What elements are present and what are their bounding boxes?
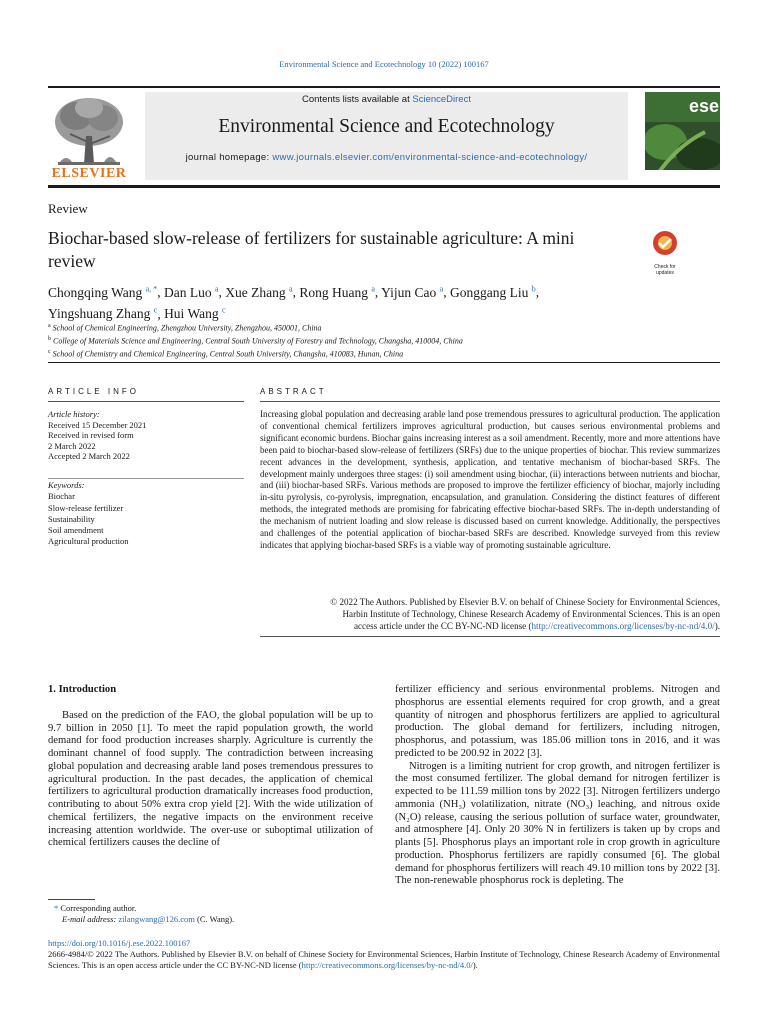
author-8[interactable]: Hui Wang $^c$: [164, 305, 226, 321]
intro-paragraph-2: fertilizer efficiency and serious environmental problems. Nitrogen and phosphorus are essential elements required for crop growth, and a great quantity of nitrogen and phosphorus fertilizers are applied to agricultural production. The global demand for fertilizers, including nitrogen, phosphorus, and potassium, was 185.06 million tons in 2016, and it was predicted to be 200.92 in 2022 [3].: [395, 684, 720, 759]
affiliation-a: $^a$ School of Chemical Engineering, Zhengzhou University, Zhengzhou, 450001, China: [48, 323, 322, 333]
body-column-left: [48, 684, 373, 850]
author-6[interactable]: Gonggang Liu $^b$: [449, 284, 536, 300]
journal-title: Environmental Science and Ecotechnology: [218, 116, 555, 137]
author-3[interactable]: Xue Zhang $^a$: [225, 284, 293, 300]
contents-line: [145, 94, 628, 105]
abstract-copyright: [260, 597, 720, 633]
publisher-name: ELSEVIER: [51, 166, 127, 181]
cover-ese-text: ese: [689, 96, 720, 116]
intro-paragraph-1: Based on the prediction of the FAO, the global population will be up to 9.7 billion in 2050 [1]. To meet the rapid population growth, the world demand for food production increases sharply. Agriculture is currently the dominant channel of food supply. The contradiction between increasing global population and decreasing arable land poses tremendous pressures to agricultural production. In the past decades, the application of chemical fertilizers to agricultural production dramatically increases food production, contributing to about 50% extra crop yield [2]. With the wide utilization of chemical fertilizers, the negative impacts on the environment receive increasing attention worldwide. The over-use or suboptimal utilization of chemical fertilizers causes the decline of: [48, 709, 373, 849]
footnote-rule: [48, 899, 95, 900]
keywords-label: Keywords:: [48, 480, 85, 490]
intro-paragraph-3: Nitrogen is a limiting nutrient for crop growth, and nitrogen fertilizer is the most consumed fertilizer. The global demand for nitrogen fertilizer is expected to be 111.59 million tons by 2022 [3]. Nitrogen fertilizers undergo ammonia (NH₃) volatilization, nitrate (NO₃) leaching, and nitrous oxide (N₂O) release, causing the serious pollution of surface water, groundwater, and atmosphere [4]. Only 20 30% N in fertilizers is taken up by crops and plants [5]. Phosphorus plays an important role in crop growth in agriculture production. Phosphorus fertilizers are rapidly consumed [6]. The global demand for phosphorus fertilizers will reach 49.10 million tons by 2022 [3]. The non-renewable phosphorus rock is depleting. The: [395, 760, 720, 887]
author-4[interactable]: Rong Huang $^a$: [299, 284, 375, 300]
article-type: Review: [48, 201, 88, 216]
copyright-line: access article under the CC BY-NC-ND license (http://creativecommons.org/licenses/by-nc-nd/4.0/).: [353, 620, 720, 631]
author-7[interactable]: Yingshuang Zhang $^c$: [48, 305, 158, 321]
history-item: Received in revised form: [48, 430, 134, 441]
top-rule: [48, 86, 720, 88]
bottom-license-text: 2666-4984/© 2022 The Authors. Published by Elsevier B.V. on behalf of Chinese Society for Environmental Sciences, Harbin Institute of Technology, Chinese Research Academy of Environmental Sciences. This is an open access article under the CC BY-NC-ND license (http://creativecommons.org/licenses/by-nc-nd/4.0/).: [48, 949, 720, 970]
journal-reference[interactable]: Environmental Science and Ecotechnology 10 (2022) 100167: [279, 59, 489, 69]
corresponding-author-footnote: [54, 903, 354, 924]
homepage-prefix: journal homepage:: [185, 152, 273, 163]
article-info-rule: [48, 401, 244, 402]
email-label: E-mail address:: [62, 913, 119, 924]
article-info-heading: ARTICLE INFO: [48, 387, 139, 396]
keyword: Sustainability: [48, 513, 95, 524]
journal-homepage: [150, 152, 623, 164]
keyword: Agricultural production: [48, 536, 129, 547]
keyword: Soil amendment: [48, 525, 104, 536]
article-history: [48, 409, 244, 462]
keywords: [48, 480, 244, 548]
author-list: Chongqing Wang $^{a, *}$, Dan Luo $^a$, Xue Zhang $^a$, Rong Huang $^a$, Yijun Cao $^a$, Gonggang Liu $^b$, Yingshuang Zhang $^c$, Hui Wang $^c$: [48, 284, 540, 321]
history-item: 2 March 2022: [48, 440, 96, 451]
journal-cover-image[interactable]: [645, 92, 720, 178]
check-updates-label: Check for updates: [654, 264, 676, 276]
doi-link[interactable]: https://doi.org/10.1016/j.ese.2022.100167: [48, 938, 191, 948]
author-5[interactable]: Yijun Cao $^a$: [381, 284, 444, 300]
contents-prefix: Contents lists available at: [302, 94, 413, 105]
abstract-heading: ABSTRACT: [260, 387, 327, 396]
homepage-link[interactable]: www.journals.elsevier.com/environmental-science-and-ecotechnology/: [272, 152, 588, 163]
footnote-mark: *: [54, 903, 59, 913]
header-rule: [48, 185, 720, 188]
history-item: Received 15 December 2021: [48, 419, 147, 430]
copyright-line: © 2022 The Authors. Published by Elsevier B.V. on behalf of Chinese Society for Environmental Sciences,: [330, 597, 720, 607]
keywords-rule: [48, 478, 244, 479]
check-for-updates-button[interactable]: [646, 229, 684, 276]
check-updates-icon: [646, 229, 684, 259]
keyword: Slow-release fertilizer: [48, 502, 124, 513]
section-heading-introduction: 1. Introduction: [48, 684, 117, 695]
history-item: Accepted 2 March 2022: [48, 451, 130, 462]
affiliation-c: $^c$ School of Chemistry and Chemical Engineering, Central South University, Changsha, 410083, Hunan, China: [48, 349, 404, 359]
sciencedirect-link[interactable]: ScienceDirect: [412, 94, 471, 105]
affiliations: [48, 321, 720, 360]
history-label: Article history:: [48, 409, 100, 419]
bottom-license-link[interactable]: http://creativecommons.org/licenses/by-nc-nd/4.0/: [301, 960, 473, 970]
copyright-line: Harbin Institute of Technology, Chinese Research Academy of Environmental Sciences. This is an open: [342, 608, 720, 619]
email-suffix: (C. Wang).: [194, 913, 235, 924]
abstract-text: Increasing global population and decreasing arable land pose tremendous pressures to agricultural production. The application of conventional chemical fertilizers improves agricultural production, but causes serious environmental problems and significant economic burdens. Biochar gains increasing interest as a soil amendment. Recently, more and more attentions have been paid to biochar-based slow-release of fertilizers (SRFs) due to the unique properties of biochar. This review summarizes recent advances in the development, synthesis, application, and tentative mechanism of biochar-based SRFs. The development mainly undergoes three stages: (i) soil amendment using biochar, (ii) interactions between nutrients and biochar, and (iii) biochar-based SRFs. Various methods are proposed to improve the fertilizer efficiency of biochar, majorly including in-situ pyrolysis, co-pyrolysis, impregnation, encapsulation, and granulation. Considering the distinct features of different methods, the integrated methods are promising for fabricating effective biochar-based SRFs. The in-depth understanding of the mechanism of nutrient loading and slow release is discussed based on current knowledge. Additionally, the perspectives and challenges of the potential application of biochar-based SRFs are described. Knowledge surveyed from this review indicates that applying biochar-based SRFs is a viable way of promoting sustainable agriculture.: [260, 409, 720, 550]
license-link[interactable]: http://creativecommons.org/licenses/by-nc-nd/4.0/: [531, 620, 715, 631]
email-link[interactable]: zilangwang@126.com: [118, 913, 195, 924]
author-2[interactable]: Dan Luo $^a$: [163, 284, 219, 300]
abstract-end-rule: [260, 636, 720, 637]
author-1[interactable]: Chongqing Wang $^{a, *}$: [48, 284, 158, 300]
affiliation-b: $^b$ College of Materials Science and Engineering, Central South University of Forestry and Technology, Changsha, 410004, China: [48, 336, 463, 346]
keyword: Biochar: [48, 491, 75, 502]
abstract-rule: [260, 401, 720, 402]
footnote-label: Corresponding author.: [60, 903, 137, 913]
body-column-right: [395, 684, 720, 888]
article-title: Biochar-based slow-release of fertilizers for sustainable agriculture: A mini review: [48, 228, 575, 271]
frontmatter-rule: [48, 362, 720, 363]
